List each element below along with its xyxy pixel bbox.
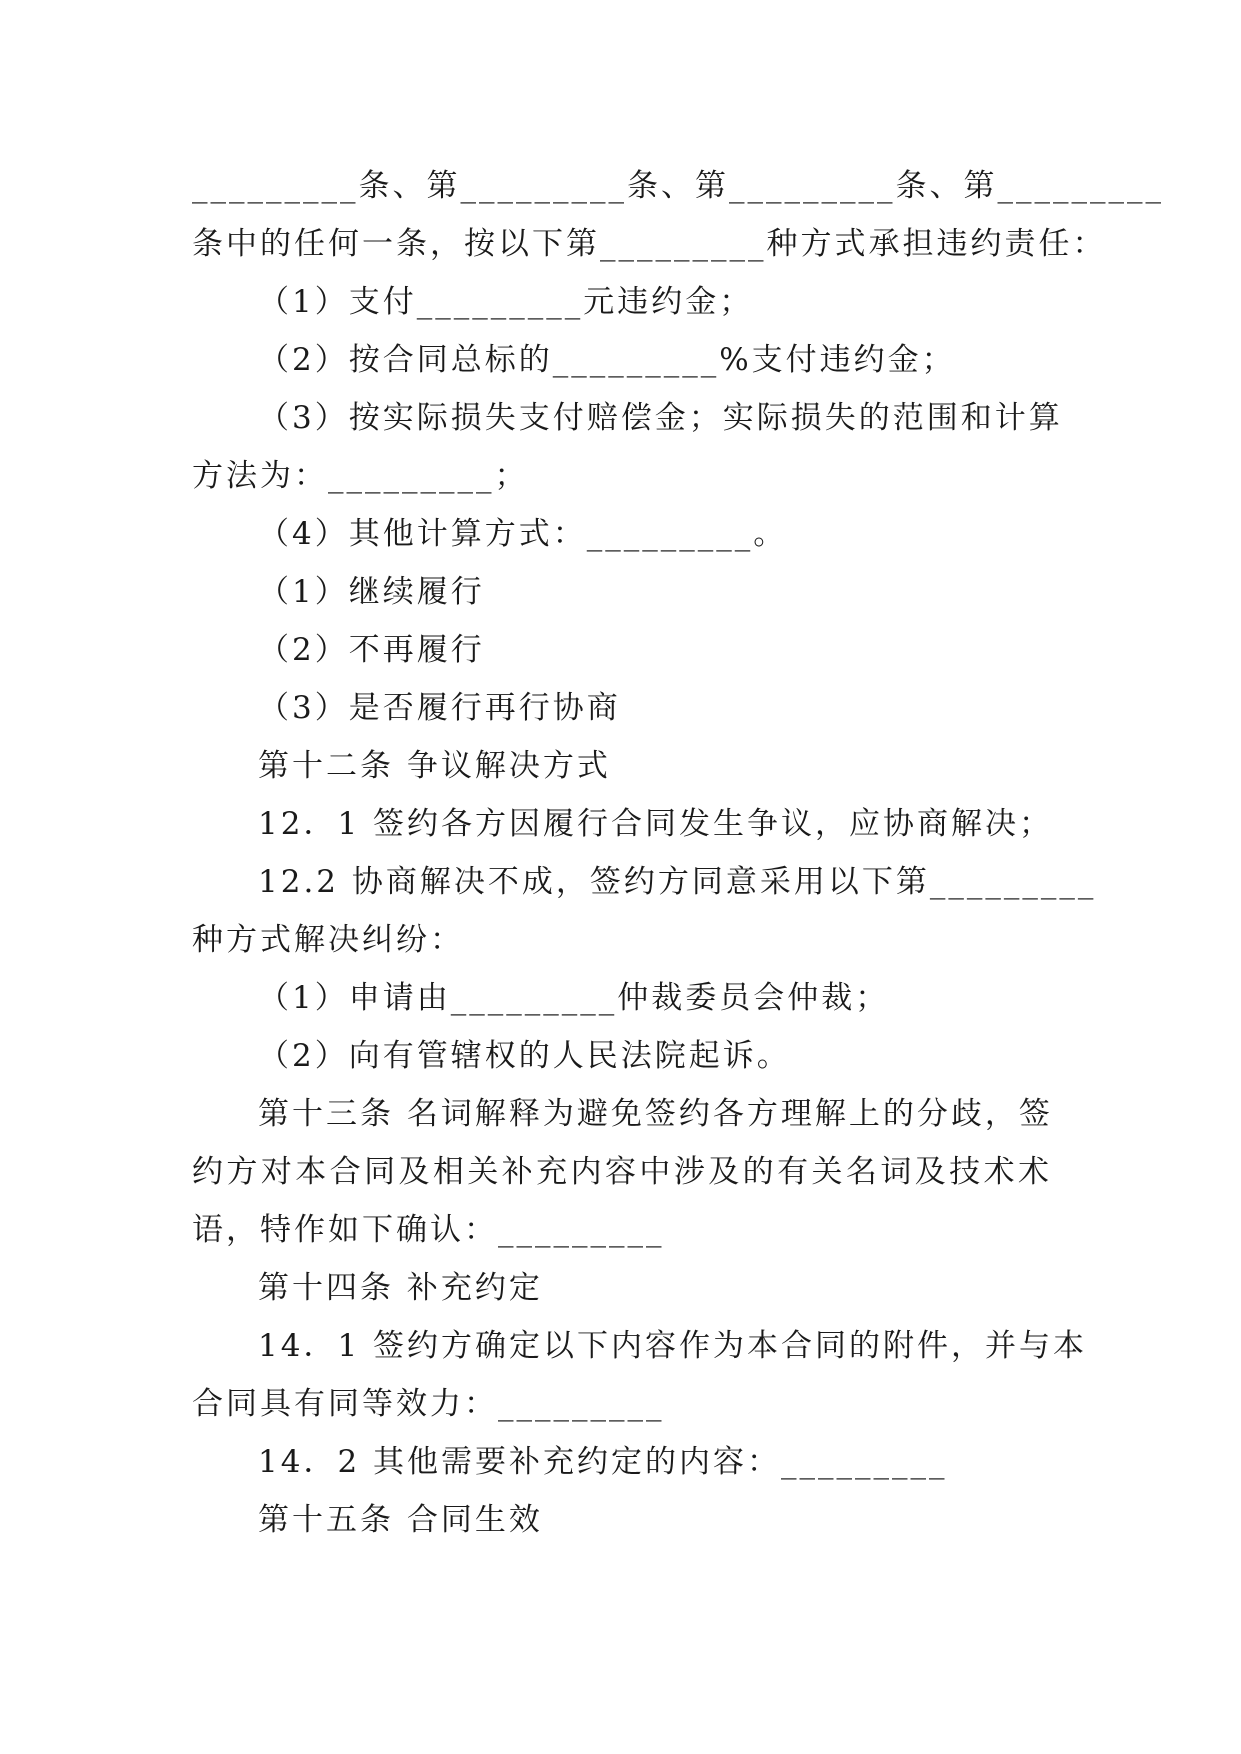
- text-line-6: 方法为：_________；: [192, 458, 529, 494]
- clause-12-1: 12．1 签约各方因履行合同发生争议，应协商解决；: [258, 806, 1054, 842]
- section-heading-12: 第十二条 争议解决方式: [258, 748, 611, 784]
- text-line-5: （3）按实际损失支付赔偿金；实际损失的范围和计算: [258, 400, 1063, 436]
- clause-12-2: 12.2 协商解决不成，签约方同意采用以下第_________: [258, 864, 1097, 900]
- text-line-14: 种方式解决纠纷：: [192, 922, 464, 958]
- text-line-8: （1）继续履行: [258, 574, 485, 610]
- clause-14-1: 14．1 签约方确定以下内容作为本合同的附件，并与本: [258, 1328, 1088, 1364]
- clause-14-2: 14．2 其他需要补充约定的内容：_________: [258, 1444, 948, 1480]
- section-heading-15: 第十五条 合同生效: [258, 1502, 543, 1538]
- text-line-16: （2）向有管辖权的人民法院起诉。: [258, 1038, 791, 1074]
- text-line-19: 语，特作如下确认：_________: [192, 1212, 665, 1248]
- text-line-7: （4）其他计算方式：_________。: [258, 516, 788, 552]
- text-line-3: （1）支付_________元违约金；: [258, 284, 754, 320]
- text-line-10: （3）是否履行再行协商: [258, 690, 621, 726]
- text-line-22: 合同具有同等效力：_________: [192, 1386, 665, 1422]
- section-heading-13: 第十三条 名词解释为避免签约各方理解上的分歧，签: [258, 1096, 1053, 1132]
- text-line-15: （1）申请由_________仲裁委员会仲裁；: [258, 980, 890, 1016]
- text-line-2: 条中的任何一条，按以下第_________种方式承担违约责任：: [192, 226, 1107, 262]
- text-line-4: （2）按合同总标的_________%支付违约金；: [258, 342, 956, 378]
- text-line-9: （2）不再履行: [258, 632, 485, 668]
- text-line-18: 约方对本合同及相关补充内容中涉及的有关名词及技术术: [192, 1154, 1052, 1190]
- section-heading-14: 第十四条 补充约定: [258, 1270, 543, 1306]
- text-line-1: _________条、第_________条、第_________条、第_________: [192, 168, 1164, 204]
